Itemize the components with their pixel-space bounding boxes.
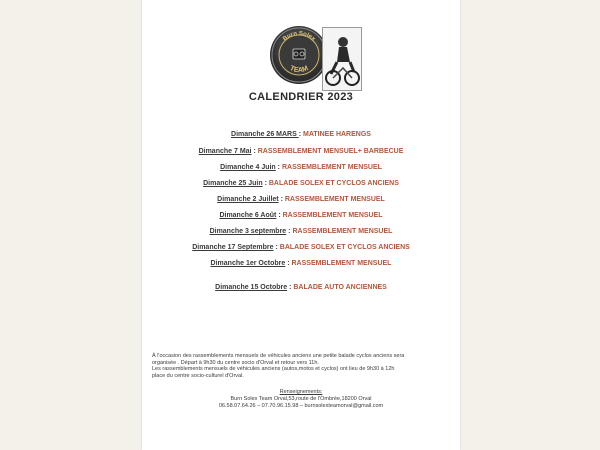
event-separator: : xyxy=(264,180,267,187)
event-row xyxy=(142,260,460,267)
event-row xyxy=(142,164,460,171)
event-separator: : xyxy=(278,212,281,219)
event-row xyxy=(142,148,460,155)
info-line: À l'occasion des rassemblements mensuels de véhicules anciens une petite balade cyclos anciens sera xyxy=(152,353,405,359)
event-separator: : xyxy=(289,284,292,291)
logo-emblem xyxy=(270,26,328,84)
page-title: CALENDRIER 2023 xyxy=(248,91,354,103)
contact-block xyxy=(142,389,460,410)
info-line: place du centre socio-culturel d'Orval. xyxy=(152,372,244,379)
event-name: BALADE SOLEX ET CYCLOS ANCIENS xyxy=(279,244,410,251)
event-date: Dimanche 26 MARS xyxy=(231,131,299,138)
club-logo xyxy=(270,26,366,92)
event-separator: : xyxy=(277,164,281,171)
contact-address: Burn Solex Team Orval,53,route de l'Ombrée,18200 Orval xyxy=(230,396,372,402)
event-name: RASSEMBLEMENT MENSUEL+ BARBECUE xyxy=(257,148,404,155)
event-row xyxy=(142,284,460,291)
event-name: BALADE AUTO ANCIENNES xyxy=(293,284,387,291)
info-paragraph xyxy=(152,353,448,379)
event-row xyxy=(142,196,460,203)
event-separator: : xyxy=(253,148,256,155)
event-separator: : xyxy=(288,228,291,235)
event-date: Dimanche 6 Août xyxy=(219,212,277,219)
motorbike-rider-icon xyxy=(322,27,362,91)
event-row xyxy=(142,228,460,235)
event-date: Dimanche 1er Octobre xyxy=(210,260,286,267)
event-date: Dimanche 17 Septembre xyxy=(192,244,274,251)
event-date: Dimanche 4 Juin xyxy=(220,164,276,171)
event-date: Dimanche 2 Juillet xyxy=(217,196,279,203)
info-line: Les rassemblements mensuels de véhicules anciens (autos,motos et cyclos) ont lieu de 9h30 à 12h xyxy=(152,366,395,373)
event-date: Dimanche 25 Juin xyxy=(203,180,263,187)
event-name: MATINEE HARENGS xyxy=(303,131,371,138)
event-row xyxy=(142,180,460,187)
contact-heading: Renseignements: xyxy=(279,389,323,395)
document-page xyxy=(142,0,460,450)
event-date: Dimanche 3 septembre xyxy=(209,228,287,235)
event-row xyxy=(142,244,460,251)
event-separator: : xyxy=(298,131,302,138)
event-name: RASSEMBLEMENT MENSUEL xyxy=(284,196,385,203)
event-row xyxy=(142,212,460,219)
event-name: RASSEMBLEMENT MENSUEL xyxy=(282,212,383,219)
contact-phones: 06.58.07.64.26 – 07.70.96.15.98 – burnsolexteamorval@gmail.com xyxy=(218,403,384,409)
event-name: RASSEMBLEMENT MENSUEL xyxy=(281,164,382,171)
event-separator: : xyxy=(275,244,278,251)
event-name: RASSEMBLEMENT MENSUEL xyxy=(291,260,392,267)
event-row xyxy=(142,131,460,138)
event-name: BALADE SOLEX ET CYCLOS ANCIENS xyxy=(268,180,399,187)
event-separator: : xyxy=(280,196,283,203)
svg-text:TEAM: TEAM xyxy=(288,64,310,75)
info-line: organisée . Départ à 9h30 du centre socio d'Orval et retour vers 11h. xyxy=(152,359,319,366)
svg-text:Burn Solex: Burn Solex xyxy=(282,30,316,43)
logo-emblem-graphic xyxy=(270,26,328,84)
event-date: Dimanche 15 Octobre xyxy=(215,284,288,291)
event-date: Dimanche 7 Mai xyxy=(198,148,252,155)
event-separator: : xyxy=(287,260,290,267)
event-name: RASSEMBLEMENT MENSUEL xyxy=(292,228,393,235)
